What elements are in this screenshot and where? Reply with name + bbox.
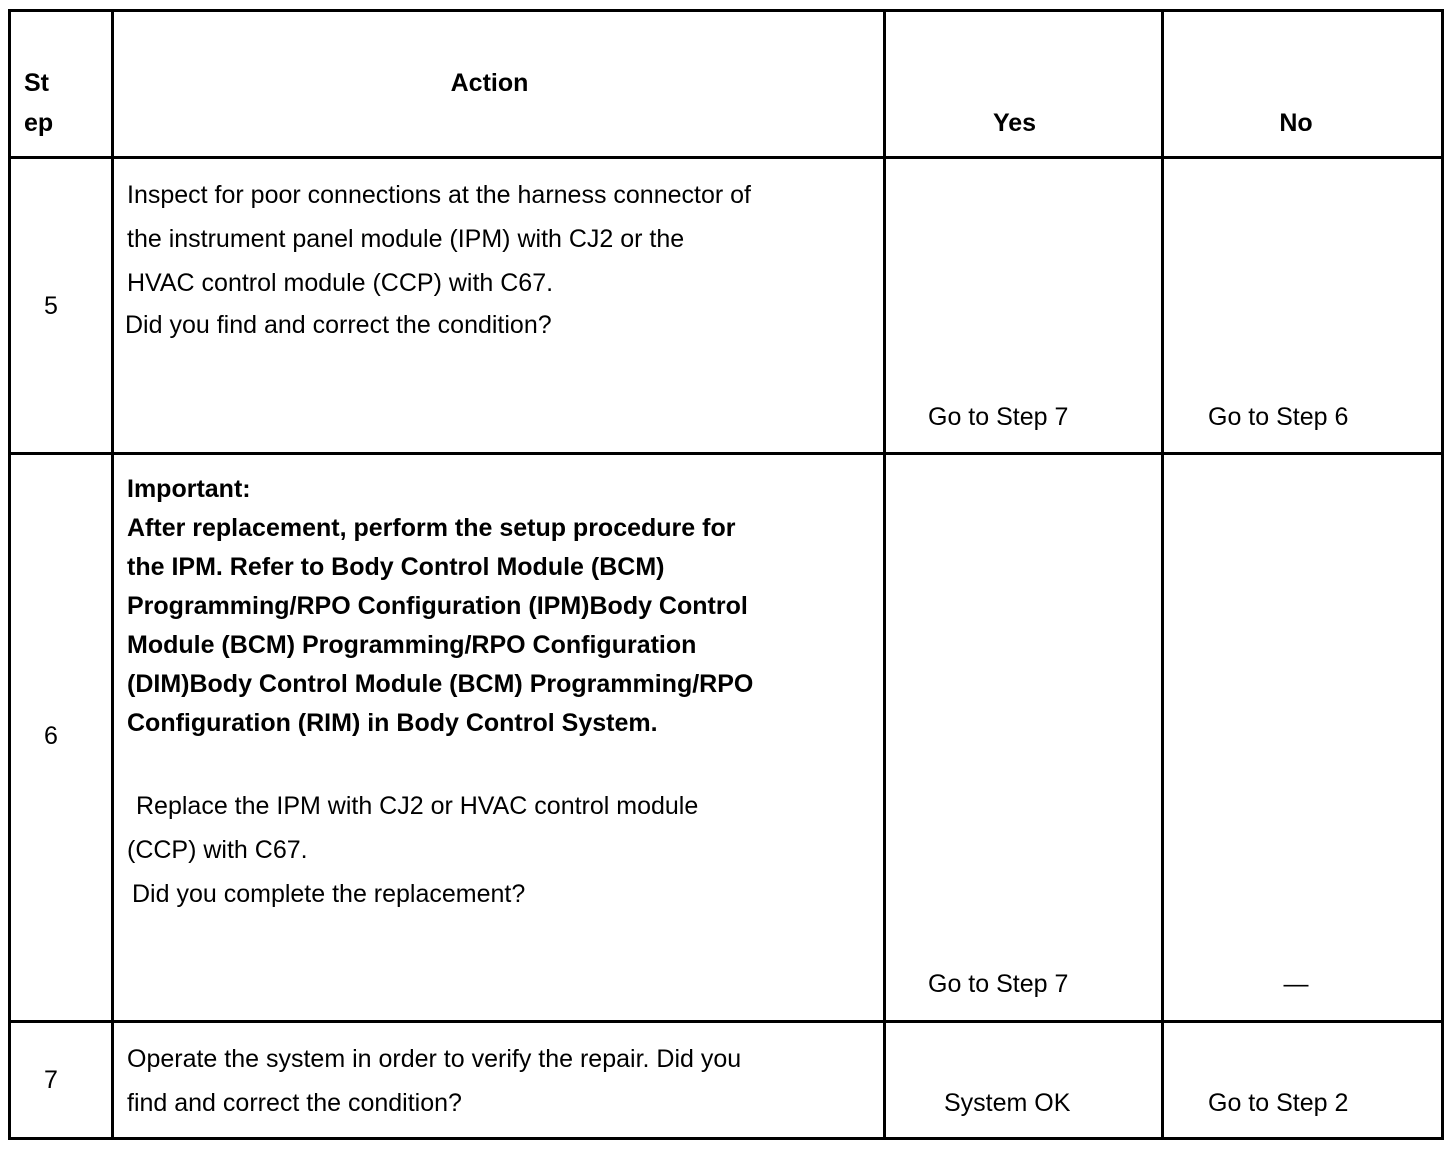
header-no: No: [1279, 109, 1313, 137]
action-line: HVAC control module (CCP) with C67.: [127, 269, 554, 297]
header-action: Action: [450, 69, 529, 97]
row-6-important: [127, 470, 753, 743]
header-step-line1: St: [24, 69, 49, 97]
row-7-action: [127, 1037, 741, 1125]
important-line: After replacement, perform the setup procedure for: [127, 514, 736, 542]
row-divider: [11, 156, 1441, 159]
no-result: —: [1283, 970, 1309, 998]
action-question: Did you find and correct the condition?: [125, 311, 552, 339]
action-line: Inspect for poor connections at the harness connector of: [127, 181, 751, 209]
important-line: Configuration (RIM) in Body Control System.: [127, 709, 658, 737]
no-result: Go to Step 6: [1208, 403, 1349, 431]
no-result: Go to Step 2: [1208, 1089, 1349, 1117]
step-number: 7: [44, 1066, 58, 1094]
row-divider: [11, 1020, 1441, 1023]
yes-result: Go to Step 7: [928, 403, 1069, 431]
header-yes: Yes: [992, 109, 1037, 137]
important-line: the IPM. Refer to Body Control Module (BCM): [127, 553, 665, 581]
important-line: Programming/RPO Configuration (IPM)Body Control: [127, 592, 748, 620]
row-6-action: [127, 784, 699, 916]
row-5-action: [127, 173, 751, 349]
action-line: find and correct the condition?: [127, 1089, 462, 1117]
column-divider: [883, 12, 886, 1137]
action-line: the instrument panel module (IPM) with CJ2 or the: [127, 225, 685, 253]
step-number: 5: [44, 292, 58, 320]
important-line: (DIM)Body Control Module (BCM) Programming/RPO: [127, 670, 754, 698]
step-number: 6: [44, 722, 58, 750]
important-line: Module (BCM) Programming/RPO Configuration: [127, 631, 697, 659]
action-line: Replace the IPM with CJ2 or HVAC control module: [136, 792, 699, 820]
column-divider: [111, 12, 114, 1137]
row-divider: [11, 452, 1441, 455]
action-question: Did you complete the replacement?: [132, 880, 526, 908]
action-line: (CCP) with C67.: [127, 836, 308, 864]
yes-result: Go to Step 7: [928, 970, 1069, 998]
header-step-line2: ep: [24, 109, 54, 137]
important-label: Important:: [127, 475, 251, 503]
yes-result: System OK: [944, 1089, 1071, 1117]
action-line: Operate the system in order to verify the repair. Did you: [127, 1045, 742, 1073]
header-step: [24, 63, 104, 143]
